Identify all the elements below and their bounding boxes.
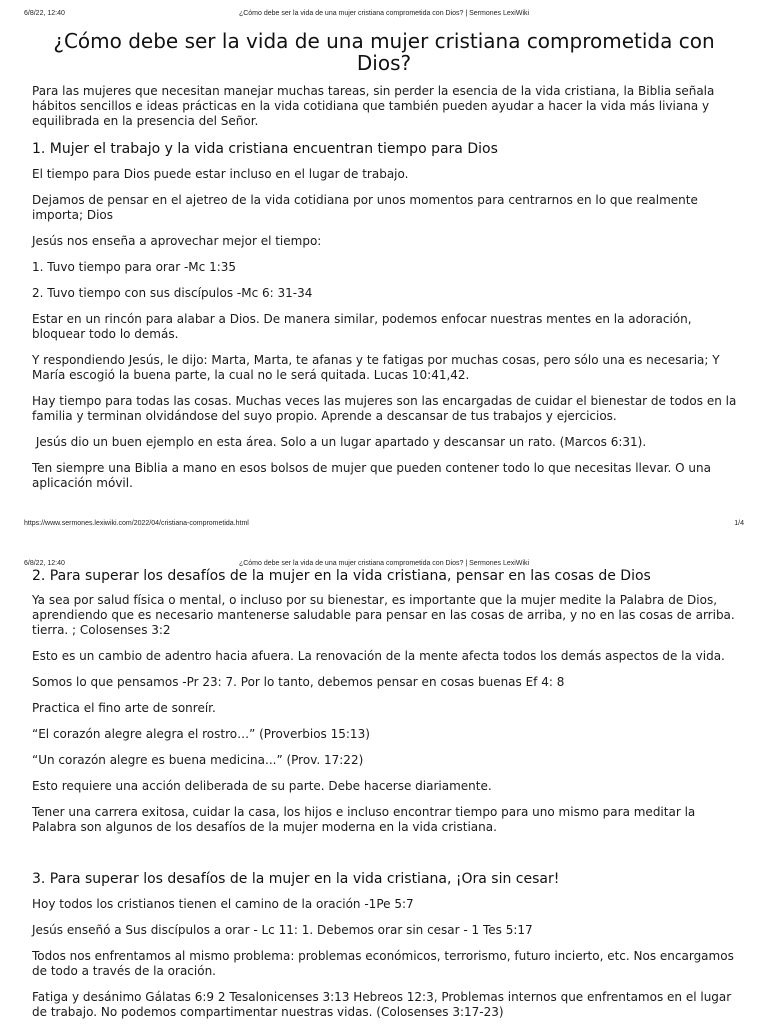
section-3-paragraph: Hoy todos los cristianos tienen el camino de la oración -1Pe 5:7 — [32, 897, 414, 911]
section-3-paragraph: Fatiga y desánimo Gálatas 6:9 2 Tesalonicenses 3:13 Hebreos 12:3, Problemas internos que enfrentamos en el lugar de trabajo. No podemos compartimentar nuestras vidas. (Colosenses 3:17-23) — [32, 990, 732, 1019]
section-2-paragraph: “Un corazón alegre es buena medicina...” (Prov. 17:22) — [32, 753, 364, 767]
section-1-paragraph: Jesús dio un buen ejemplo en esta área. Solo a un lugar apartado y descansar un rato. (Marcos 6:31). — [32, 435, 647, 449]
article-body-page-1 — [32, 84, 742, 502]
section-1-paragraph: Jesús nos enseña a aprovechar mejor el tiempo: — [32, 234, 322, 248]
print-url: https://www.sermones.lexiwiki.com/2022/04/cristiana-comprometida.html — [24, 520, 249, 527]
print-title: ¿Cómo debe ser la vida de una mujer cristiana comprometida con Dios? | Sermones LexiWiki — [238, 560, 530, 567]
section-1-paragraph: Y respondiendo Jesús, le dijo: Marta, Marta, te afanas y te fatigas por muchas cosas, pero sólo una es necesaria; Y María escogió la buena parte, la cual no le será quitada. Lucas 10:41,42. — [32, 353, 720, 382]
section-2-paragraph: Esto es un cambio de adentro hacia afuera. La renovación de la mente afecta todos los demás aspectos de la vida. — [32, 649, 725, 663]
section-1-paragraph: Ten siempre una Biblia a mano en esos bolsos de mujer que pueden contener todo lo que necesitas llevar. O una aplicación móvil. — [32, 461, 711, 490]
print-footer — [0, 520, 768, 532]
section-3-heading: 3. Para superar los desafíos de la mujer en la vida cristiana, ¡Ora sin cesar! — [32, 871, 560, 887]
section-2-paragraph: Practica el fino arte de sonreír. — [32, 701, 216, 715]
print-date: 6/8/22, 12:40 — [24, 560, 65, 567]
print-header — [0, 10, 768, 22]
article-body-page-2 — [32, 568, 742, 1031]
section-1-paragraph: Hay tiempo para todas las cosas. Muchas veces las mujeres son las encargadas de cuidar el bienestar de todos en la familia y terminan olvidándose del suyo propio. Aprende a descansar de tus trabajos y ejercicios. — [32, 394, 737, 423]
section-2-paragraph: Ya sea por salud física o mental, o incluso por su bienestar, es importante que la mujer medite la Palabra de Dios, aprendiendo que es necesario mantenerse saludable para pensar en las cosas de arriba, y no en las cosas de arriba. tierra. ; Colosenses 3:2 — [32, 593, 735, 637]
section-1-paragraph: 2. Tuvo tiempo con sus discípulos -Mc 6: 31-34 — [32, 286, 313, 300]
print-date: 6/8/22, 12:40 — [24, 10, 65, 17]
print-page-number: 1/4 — [734, 520, 744, 527]
print-page-2 — [0, 550, 768, 1024]
section-2-paragraph: Tener una carrera exitosa, cuidar la casa, los hijos e incluso encontrar tiempo para uno mismo para meditar la Palabra son algunos de los desafíos de la mujer moderna en la vida cristiana. — [32, 805, 696, 834]
section-1-paragraph: El tiempo para Dios puede estar incluso en el lugar de trabajo. — [32, 167, 409, 181]
intro-paragraph: Para las mujeres que necesitan manejar muchas tareas, sin perder la esencia de la vida cristiana, la Biblia señala hábitos sencillos e ideas prácticas en la vida cotidiana que también pueden ayudar a hacer la vida más liviana y equilibrada en la presencia del Señor. — [32, 84, 715, 128]
section-3-paragraph: Jesús enseñó a Sus discípulos a orar - Lc 11: 1. Debemos orar sin cesar - 1 Tes 5:17 — [32, 923, 533, 937]
section-1-paragraph: Dejamos de pensar en el ajetreo de la vida cotidiana por unos momentos para centrarnos en lo que realmente importa; Dios — [32, 193, 698, 222]
section-1-heading: 1. Mujer el trabajo y la vida cristiana encuentran tiempo para Dios — [32, 141, 498, 157]
section-3-paragraph: Todos nos enfrentamos al mismo problema: problemas económicos, terrorismo, futuro incierto, etc. Nos encargamos de todo a través de la oración. — [32, 949, 734, 978]
section-2-heading: 2. Para superar los desafíos de la mujer en la vida cristiana, pensar en las cosas de Dios — [32, 568, 651, 584]
section-1-paragraph: Estar en un rincón para alabar a Dios. De manera similar, podemos enfocar nuestras mentes en la adoración, bloquear todo lo demás. — [32, 312, 692, 341]
article-title: ¿Cómo debe ser la vida de una mujer cristiana comprometida con Dios? — [53, 29, 715, 75]
section-1-paragraph: 1. Tuvo tiempo para orar -Mc 1:35 — [32, 260, 237, 274]
section-2-paragraph: Somos lo que pensamos -Pr 23: 7. Por lo tanto, debemos pensar en cosas buenas Ef 4: 8 — [32, 675, 565, 689]
section-2-paragraph: “El corazón alegre alegra el rostro…” (Proverbios 15:13) — [32, 727, 370, 741]
section-2-paragraph: Esto requiere una acción deliberada de su parte. Debe hacerse diariamente. — [32, 779, 492, 793]
print-title: ¿Cómo debe ser la vida de una mujer cristiana comprometida con Dios? | Sermones LexiWiki — [238, 10, 530, 17]
page-separator — [0, 540, 768, 550]
